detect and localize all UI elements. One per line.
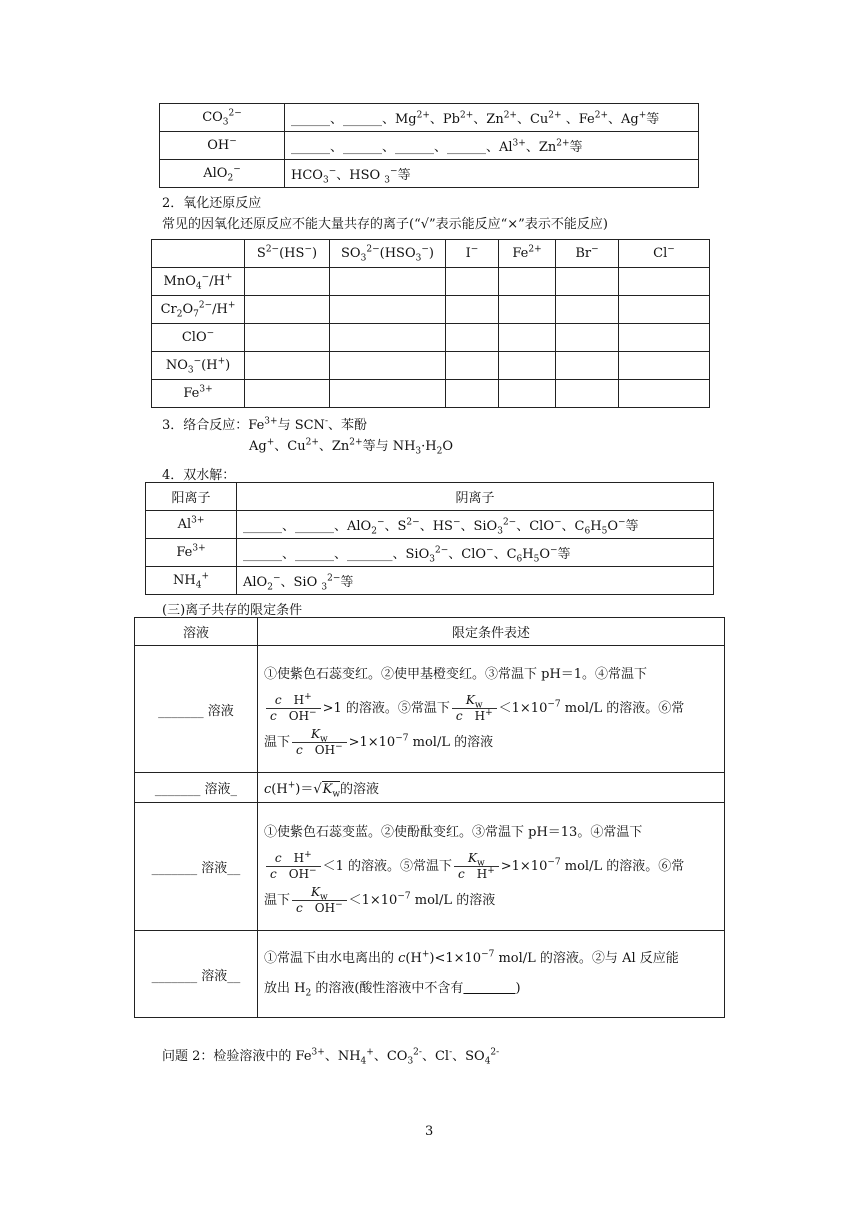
row-label: $Cr_2O_7^{2-}/H^+$ [152, 296, 245, 324]
section-heading: (三)离子共存的限定条件 [162, 603, 303, 618]
table-constraints [134, 617, 725, 1018]
row-label: ClO− [152, 324, 245, 352]
content-cell: ______、______、$Mg^{2+}$、$Pb^{2+}$、$Zn^{2+}$、$Cu^{2+}$ 、$Fe^{2+}$、Ag+等 [285, 104, 699, 132]
section-heading: 4．双水解： [162, 468, 236, 483]
header-cell: $SO_3^{2-}(HSO_3^-)$ [330, 240, 446, 268]
header-cell: $Fe^{2+}$ [499, 240, 556, 268]
solution-label: _______ 溶液_ [135, 773, 258, 803]
solution-label: _______ 溶液__ [135, 931, 258, 1018]
section3-line1: 3．络合反应：$Fe^{3+}$与 SCN-、苯酚 [162, 416, 367, 433]
anion-cell: AlO$_2$−、SiO $_3^{2-}$等 [237, 567, 714, 595]
solution-label: _______ 溶液 [135, 646, 258, 773]
ion-cell: OH− [160, 132, 285, 160]
ion-cell: $CO_3^{2-}$ [160, 104, 285, 132]
header-cell: Br− [556, 240, 619, 268]
section-intro: 常见的因氧化还原反应不能大量共存的离子(“√”表示能反应“×”表示不能反应) [162, 217, 608, 232]
table-ion-precipitation [159, 103, 699, 188]
cation-cell: $Al^{3+}$ [146, 511, 237, 539]
header-cell: 限定条件表述 [258, 618, 725, 646]
row-label: MnO$_4$−/H+ [152, 268, 245, 296]
row-label: $Fe^{3+}$ [152, 380, 245, 408]
content-cell: ______、______、______、______、$Al^{3+}$、$Zn^{2+}$等 [285, 132, 699, 160]
header-cell: I− [446, 240, 499, 268]
header-cell [152, 240, 245, 268]
section-heading: 2．氧化还原反应 [162, 196, 262, 211]
condition-cell: ①使紫色石蕊变红。②使甲基橙变红。③常温下 pH＝1。④常温下 $\frac{c H^+}{c OH^-}$ >1 的溶液。⑤常温下 $\frac{K_w}{c H^+}$ $<1\times 10^{-7}$ mol/L 的溶液。⑥常 温下 $\frac{K_w}{c OH^-}$ $>1\times 10^{-7}$ mol/L 的溶液 [258, 646, 725, 773]
cation-cell: $NH_4^+$ [146, 567, 237, 595]
question-2: 问题 2：检验溶液中的 $Fe^{3+}$、$NH_4^+$、$CO_3^{2-}$、Cl-、$SO_4^{2-}$ [162, 1047, 500, 1067]
row-label: $NO_3^-(H^+)$ [152, 352, 245, 380]
header-cell: Cl− [619, 240, 710, 268]
condition-cell: ①使紫色石蕊变蓝。②使酚酞变红。③常温下 pH＝13。④常温下 $\frac{c H^+}{c OH^-}$ ＜1 的溶液。⑤常温下 $\frac{K_w}{c H^+}$ $>1\times 10^{-7}$ mol/L 的溶液。⑥常 温下 $\frac{K_w}{c OH^-}$ $<1\times 10^{-7}$ mol/L 的溶液 [258, 803, 725, 931]
table-double-hydrolysis [145, 482, 714, 595]
anion-cell: ______、______、AlO$_2$−、$S^{2-}$、HS−、SiO$_3^{2-}$、ClO−、$C_6H_5O^-$等 [237, 511, 714, 539]
ion-cell: AlO$_2$− [160, 160, 285, 188]
solution-label: _______ 溶液__ [135, 803, 258, 931]
header-cell: 阴离子 [237, 483, 714, 511]
content-cell: $HCO_3^-$、HSO $_3$−等 [285, 160, 699, 188]
anion-cell: ______、______、_______、SiO$_3^{2-}$、ClO−、$C_6H_5O^-$等 [237, 539, 714, 567]
table-redox [151, 239, 710, 408]
condition-cell: ①常温下由水电离出的 $c(H^+)<1\times 10^{-7}$ mol/L 的溶液。②与 Al 反应能 放出 $H_2$ 的溶液(酸性溶液中不含有 ) [258, 931, 725, 1018]
section3-line2: Ag+、$Cu^{2+}$、$Zn^{2+}$等与 $NH_3\cdot H_2O$ [249, 437, 454, 457]
condition-cell: $c(H^+)=√K_w$的溶液 [258, 773, 725, 803]
header-cell: $S^{2-}(HS^-)$ [245, 240, 330, 268]
header-cell: 溶液 [135, 618, 258, 646]
header-cell: 阳离子 [146, 483, 237, 511]
page-number: 3 [425, 1124, 434, 1139]
cation-cell: $Fe^{3+}$ [146, 539, 237, 567]
